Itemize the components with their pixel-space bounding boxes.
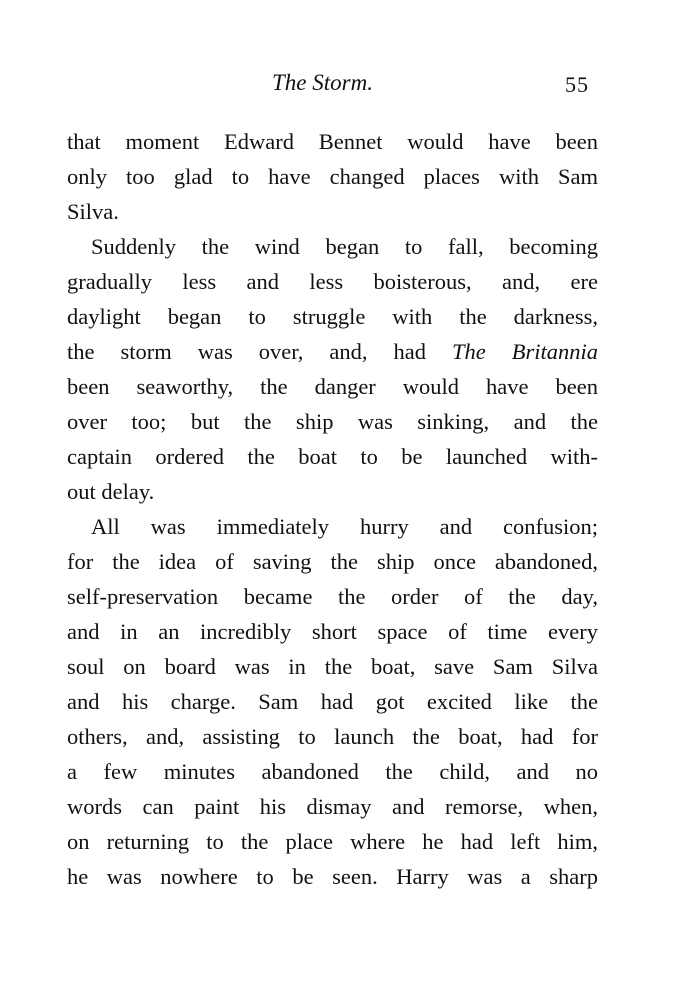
text-line: words can paint his dismay and remorse, when, (67, 794, 598, 819)
paragraph-1 (67, 124, 598, 229)
text-line: gradually less and less boisterous, and, ere (67, 269, 598, 294)
text-line: only too glad to have changed places with Sam (67, 164, 598, 189)
ship-name: The Britannia (452, 339, 598, 364)
text-line: Silva. (67, 199, 119, 224)
text-line: captain ordered the boat to be launched with- (67, 444, 598, 469)
text-line: he was nowhere to be seen. Harry was a sharp (67, 864, 598, 889)
text-line: daylight began to struggle with the darkness, (67, 304, 598, 329)
text-line: on returning to the place where he had left him, (67, 829, 598, 854)
paragraph-2 (67, 229, 598, 509)
text-line: out delay. (67, 479, 155, 504)
text-line: soul on board was in the boat, save Sam Silva (67, 654, 598, 679)
body-text (67, 124, 598, 894)
text-line: been seaworthy, the danger would have been (67, 374, 598, 399)
text-line: that moment Edward Bennet would have been (67, 129, 598, 154)
running-title: The Storm. (272, 70, 373, 95)
text-line-with-italic (67, 334, 598, 369)
text-line: All was immediately hurry and confusion; (91, 514, 598, 539)
text-segment: the storm was over, and, had (67, 339, 426, 364)
text-line: a few minutes abandoned the child, and no (67, 759, 598, 784)
text-line: self-preservation became the order of the day, (67, 584, 598, 609)
text-line: and in an incredibly short space of time every (67, 619, 598, 644)
text-line: Suddenly the wind began to fall, becoming (91, 234, 598, 259)
paragraph-3 (67, 509, 598, 894)
text-line: over too; but the ship was sinking, and the (67, 409, 598, 434)
page-number: 55 (565, 72, 589, 97)
text-line: and his charge. Sam had got excited like the (67, 689, 598, 714)
text-line: others, and, assisting to launch the boat, had for (67, 724, 598, 749)
text-line: for the idea of saving the ship once abandoned, (67, 549, 598, 574)
